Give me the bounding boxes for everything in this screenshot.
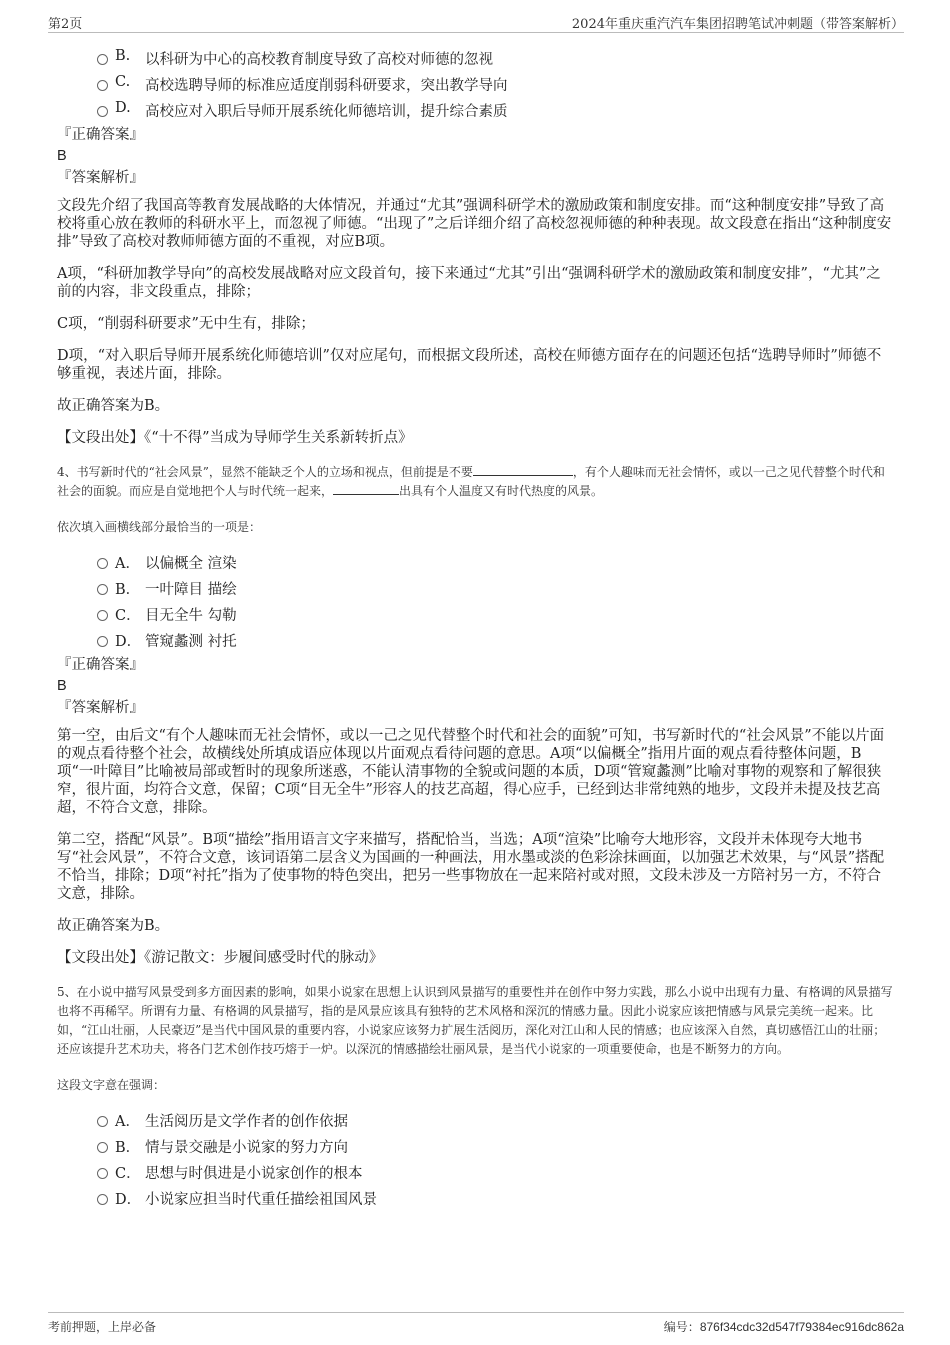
q5-option-a[interactable]: A． 生活阅历是文学作者的创作依据: [57, 1107, 895, 1133]
page-header: [48, 12, 904, 33]
q5-option-d[interactable]: D． 小说家应担当时代重任描绘祖国风景: [57, 1185, 895, 1211]
question-prompt: 这段文字意在强调：: [57, 1078, 166, 1092]
source-citation: 【文段出处】《游记散文：步履间感受时代的脉动》: [57, 950, 384, 966]
q4-option-d[interactable]: D． 管窥蠡测 衬托: [57, 627, 895, 653]
analysis-paragraph: D项，“对入职后导师开展系统化师德培训”仅对应尾句，而根据文段所述，高校在师德方面存在的问题还包括“选聘导师时”师德不够重视，表述片面，排除。: [57, 348, 882, 382]
q3-options: [57, 45, 895, 123]
analysis-paragraph: 第一空，由后文“有个人趣味而无社会情怀，或以一己之见代替整个时代和社会的面貌”可知，书写新时代的“社会风景”不能以片面的观点看待整个社会，故横线处所填成语应体现以片面观点看待问题的意思。A项“以偏概全”指用片面的观点看待整体问题，B项“一叶障目”比喻被局部或暂时的现象所迷惑，不能认清事物的全貌或问题的本质，D项“管窥蠡测”比喻对事物的观察和了解很狭窄，很片面，均符合文意，保留；C项“目无全牛”形容人的技艺高超，得心应手，已经到达非常纯熟的地步，文段并未提及技艺高超，不符合文意，排除。: [57, 728, 885, 816]
correct-answer-label: 『正确答案』: [57, 657, 144, 673]
analysis-paragraph: 文段先介绍了我国高等教育发展战略的大体情况，并通过“尤其”强调科研学术的激励政策和制度安排。而“这种制度安排”导致了高校将重心放在教师的科研水平上，而忽视了师德。“出现了”之后详细介绍了高校忽视师德的种种表现。故文段意在指出“这种制度安排”导致了高校对教师师德方面的不重视，对应B项。: [57, 198, 892, 250]
q4-option-a[interactable]: A． 以偏概全 渲染: [57, 549, 895, 575]
radio-icon[interactable]: [97, 610, 108, 621]
analysis-paragraph: 第二空，搭配“风景”。B项“描绘”指用语言文字来描写，搭配恰当，当选；A项“渲染”比喻夸大地形容，文段并未体现夸大地书写“社会风景”，不符合文意，该词语第二层含义为国画的一种画法，用水墨或淡的色彩涂抹画面，以加强艺术效果，与“风景”搭配不恰当，排除；D项“衬托”指为了使事物的特色突出，把另一些事物放在一起来陪衬或对照，文段未涉及一方陪衬另一方，不符合文意，排除。: [57, 832, 885, 902]
q3-option-b[interactable]: B. 以科研为中心的高校教育制度导致了高校对师德的忽视: [57, 45, 895, 71]
radio-icon[interactable]: [97, 636, 108, 647]
analysis-paragraph: A项，“科研加教学导向”的高校发展战略对应文段首句，接下来通过“尤其”引出“强调科研学术的激励政策和制度安排”，“尤其”之前的内容，非文段重点，排除；: [57, 266, 881, 300]
q5-option-b[interactable]: B． 情与景交融是小说家的努力方向: [57, 1133, 895, 1159]
document-title: 2024年重庆重汽汽车集团招聘笔试冲刺题（带答案解析）: [571, 17, 904, 32]
radio-icon[interactable]: [97, 1116, 108, 1127]
q3-option-d[interactable]: D. 高校应对入职后导师开展系统化师德培训，提升综合素质: [57, 97, 895, 123]
q5-options: [57, 1107, 895, 1211]
q4-options: [57, 549, 895, 653]
radio-icon[interactable]: [97, 54, 108, 65]
document-code: 编号：876f34cdc32d547f79384ec916dc862a: [663, 1320, 904, 1334]
question-stem: 4、书写新时代的“社会风景”，显然不能缺乏个人的立场和视点，但前提是不要 ，有个人趣味而无社会情怀，或以一己之见代替整个时代和社会的面貌。而应是自觉地把个人与时代统一起来， 出具有个人温度又有时代热度的风景。: [57, 465, 885, 498]
correct-answer: B: [57, 678, 67, 694]
correct-answer: B: [57, 148, 67, 164]
radio-icon[interactable]: [97, 1142, 108, 1153]
analysis-paragraph: C项，“削弱科研要求”无中生有，排除；: [57, 316, 315, 332]
question-stem: 5、在小说中描写风景受到多方面因素的影响，如果小说家在思想上认识到风景描写的重要性并在创作中努力实践，那么小说中出现有力量、有格调的风景描写也将不再稀罕。所谓有力量、有格调的风景描写，指的是风景应该具有独特的艺术风格和深沉的情感力量。因此小说家应该把情感与风景完美统一起来。比如，“江山壮丽，人民豪迈”是当代中国风景的重要内容，小说家应该努力扩展生活阅历，深化对江山和人民的情感；也应该深入自然，真切感悟江山的壮丽；还应该提升艺术功夫，将各门艺术创作技巧熔于一炉。以深沉的情感描绘壮丽风景，是当代小说家的一项重要使命，也是不断努力的方向。: [57, 985, 893, 1056]
q4-option-b[interactable]: B． 一叶障目 描绘: [57, 575, 895, 601]
q4-option-c[interactable]: C． 目无全牛 勾勒: [57, 601, 895, 627]
page-footer: [48, 1312, 904, 1338]
q3-option-c[interactable]: C. 高校选聘导师的标准应适度削弱科研要求，突出教学导向: [57, 71, 895, 97]
analysis-label: 『答案解析』: [57, 170, 144, 186]
correct-answer-label: 『正确答案』: [57, 127, 144, 143]
analysis-paragraph: 故正确答案为B。: [57, 918, 170, 934]
answer-blank: [473, 463, 573, 476]
source-citation: 【文段出处】《“十不得”当成为导师学生关系新转折点》: [57, 430, 413, 446]
radio-icon[interactable]: [97, 584, 108, 595]
radio-icon[interactable]: [97, 558, 108, 569]
q5-option-c[interactable]: C． 思想与时俱进是小说家创作的根本: [57, 1159, 895, 1185]
radio-icon[interactable]: [97, 106, 108, 117]
analysis-label: 『答案解析』: [57, 700, 144, 716]
radio-icon[interactable]: [97, 1168, 108, 1179]
radio-icon[interactable]: [97, 1194, 108, 1205]
analysis-paragraph: 故正确答案为B。: [57, 398, 170, 414]
page-content: [57, 45, 895, 1211]
radio-icon[interactable]: [97, 80, 108, 91]
page-number: 第2页: [48, 17, 83, 32]
question-prompt: 依次填入画横线部分最恰当的一项是：: [57, 520, 262, 534]
footer-slogan: 考前押题，上岸必备: [48, 1320, 157, 1334]
answer-blank: [333, 482, 399, 495]
